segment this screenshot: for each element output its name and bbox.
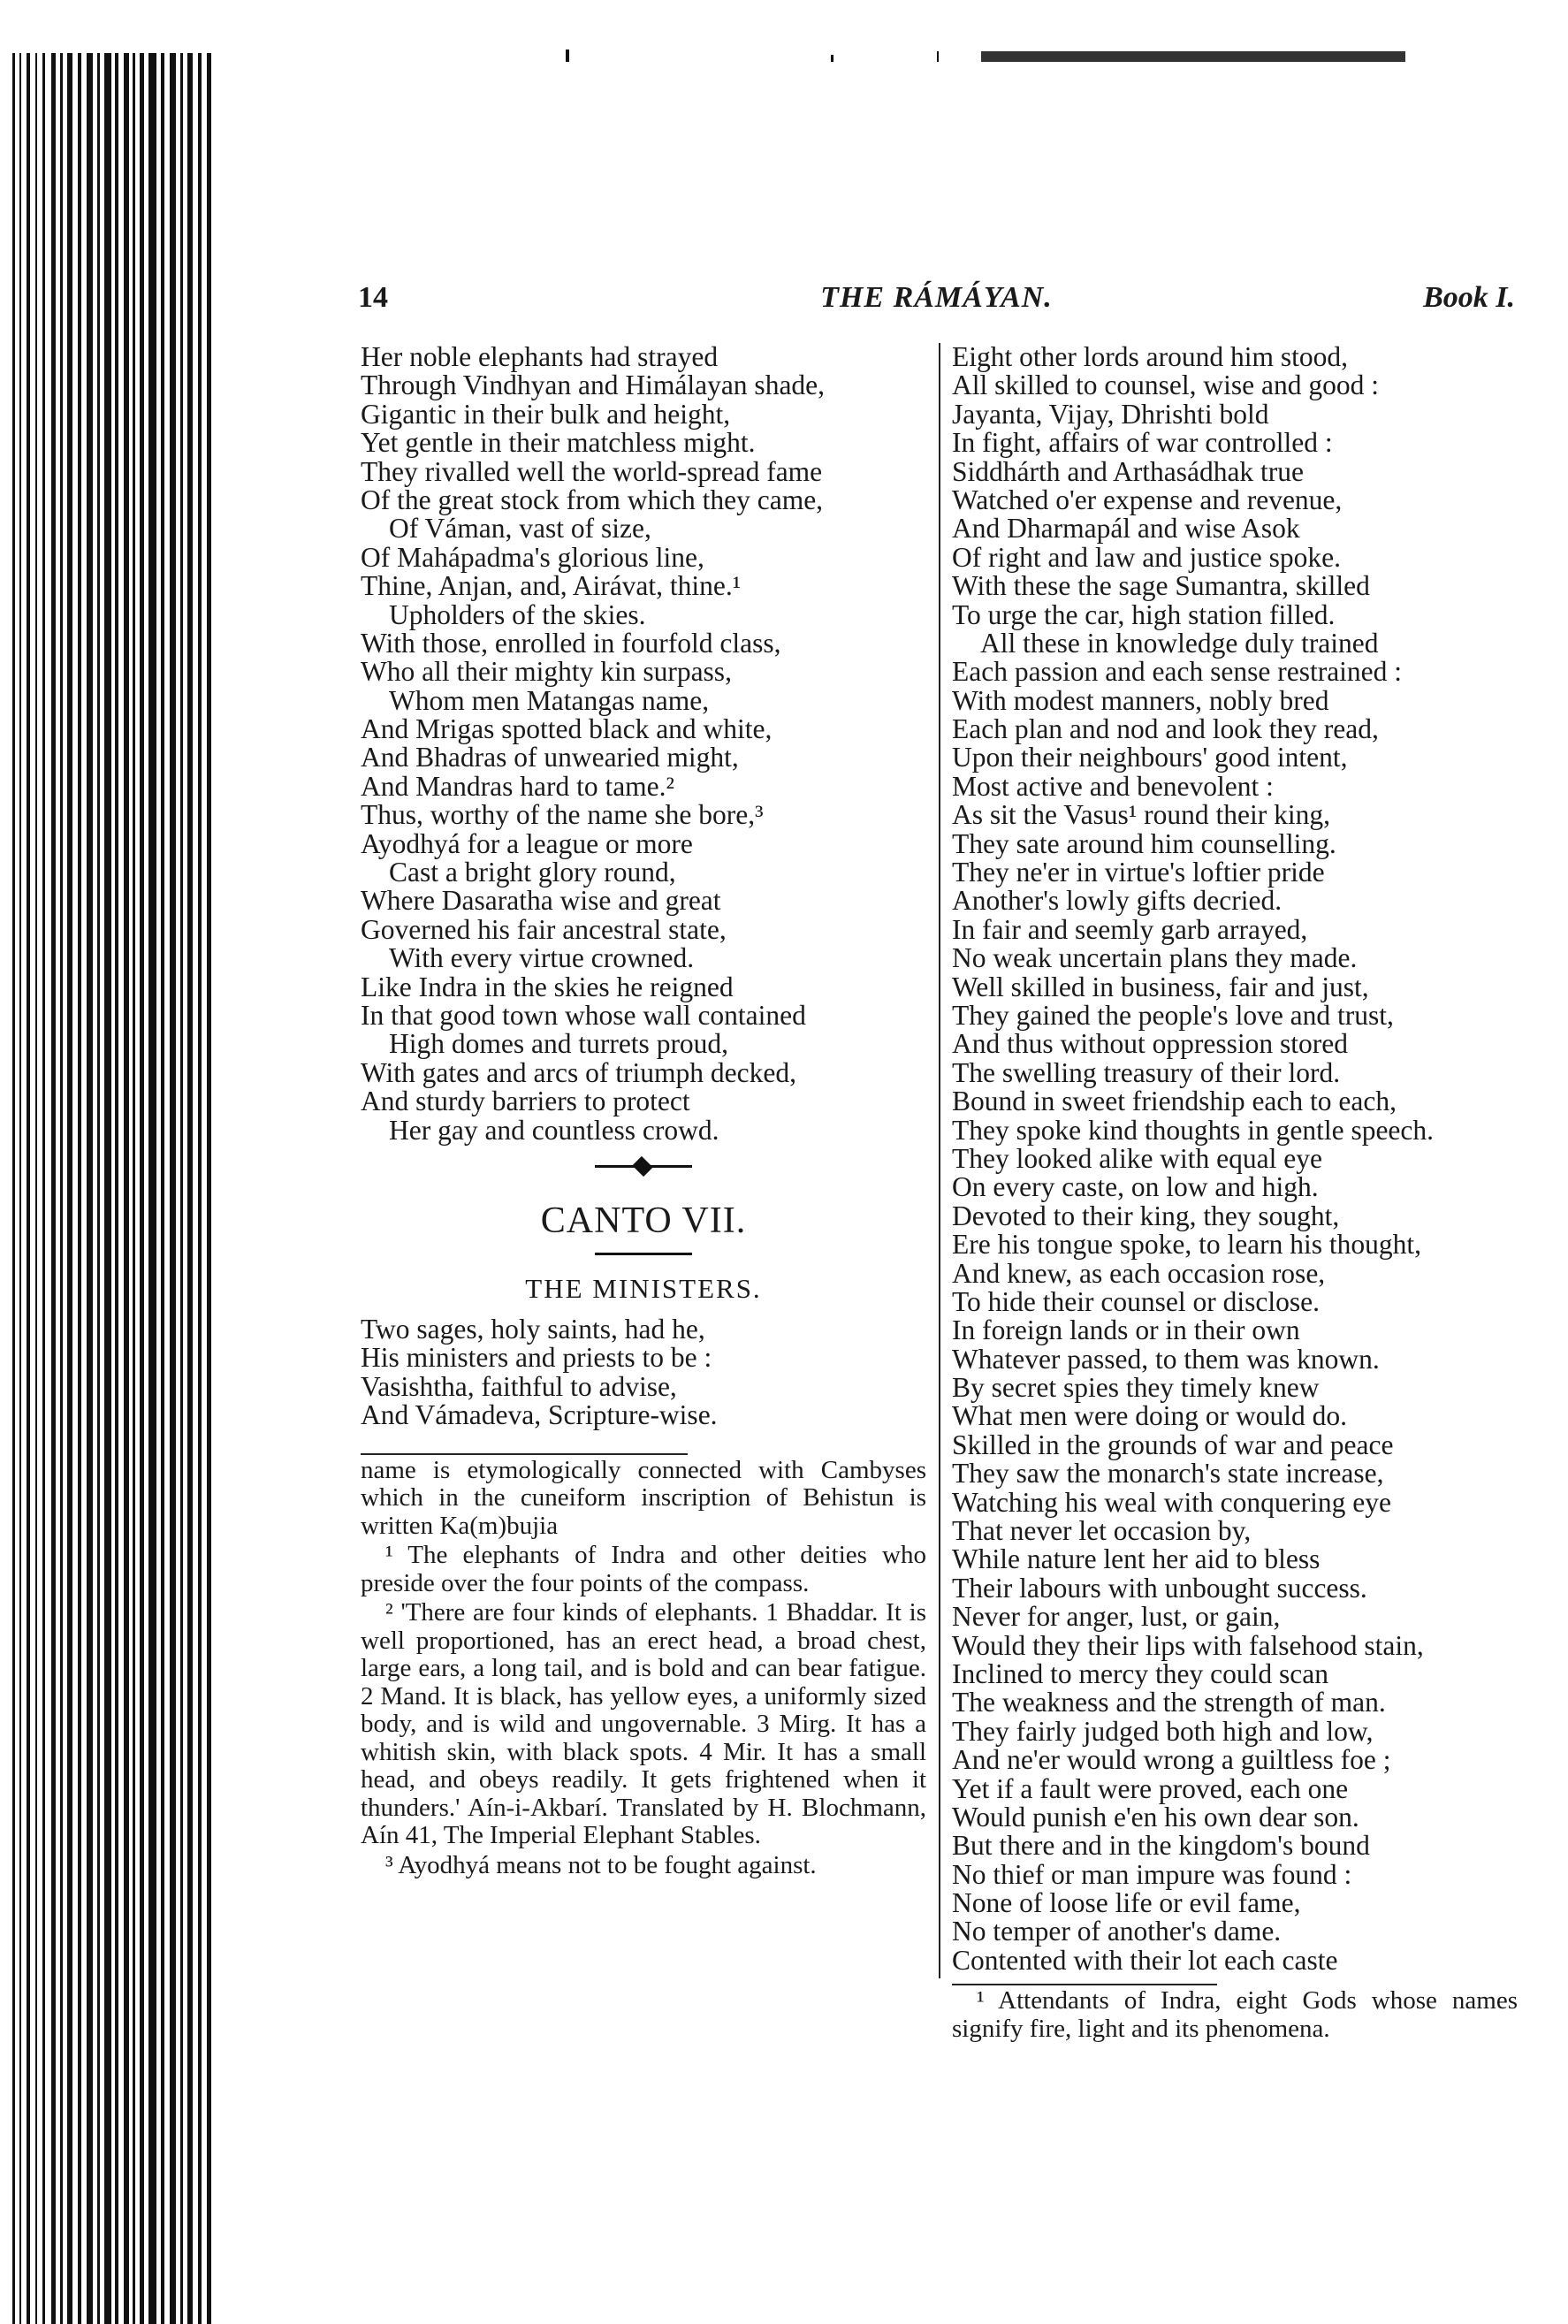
verse-line: Watched o'er expense and revenue, [952, 484, 1343, 515]
verse-line: Whatever passed, to them was known. [952, 1343, 1380, 1375]
verse-line: Of the great stock from which they came, [361, 484, 824, 515]
verse-line: Inclined to mercy they could scan [952, 1657, 1328, 1689]
verse-line: With these the sage Sumantra, skilled [952, 570, 1370, 602]
verse-line: The swelling treasury of their lord. [952, 1056, 1341, 1088]
verse-line: On every caste, on low and high. [952, 1171, 1319, 1203]
verse-line: And Dharmapál and wise Asok [952, 513, 1300, 545]
verse-line: And Mandras hard to tame.² [361, 770, 674, 802]
verse-line: They saw the monarch's state increase, [952, 1458, 1384, 1490]
right-footnotes [952, 1987, 1518, 2043]
verse-line: What men were doing or would do. [952, 1400, 1348, 1432]
running-header [358, 281, 1515, 325]
verse-line: Ayodhyá for a league or more [361, 827, 693, 859]
verse-line: And thus without oppression stored [952, 1028, 1348, 1060]
verse-line: With modest manners, nobly bred [952, 684, 1329, 716]
verse-line: And Bhadras of unwearied might, [361, 742, 739, 773]
verse-line: They gained the people's love and trust, [952, 999, 1394, 1031]
verse-line: With gates and arcs of triumph decked, [361, 1056, 796, 1088]
verse-line: Jayanta, Vijay, Dhrishti bold [952, 398, 1269, 430]
page-number: 14 [358, 281, 388, 314]
verse-line: Yet gentle in their matchless might. [361, 427, 756, 459]
verse-line: They looked alike with equal eye [952, 1142, 1322, 1174]
verse-line: They spoke kind thoughts in gentle speech. [952, 1114, 1435, 1146]
verse-line: Would punish e'en his own dear son. [952, 1801, 1359, 1833]
footnote-rule [361, 1453, 688, 1455]
verse-line: Where Dasaratha wise and great [361, 885, 721, 917]
verse-line: No thief or man impure was found : [952, 1858, 1352, 1890]
running-title: THE RÁMÁYAN. [820, 281, 1053, 314]
verse-line: Through Vindhyan and Himálayan shade, [361, 370, 826, 401]
footnote-rule [952, 1984, 1217, 1985]
footnote-2: ² 'There are four kinds of elephants. 1 Bhaddar. It is well proportioned, has an erect head, a broad chest, large ears, a long tail, and is bold and can bear fatigue. 2 Mand. It is black, has yellow eyes, a uniformly sized body, and is wild and ungovernable. 3 Mirg. It has a whitish skin, with black spots. 4 Mir. It has a small head, and obeys readily. It gets frightened when it thunders.' Aín-i-Akbarí. Translated by H. Blochmann, Aín 41, The Imperial Elephant Stables. [361, 1598, 926, 1849]
right-verse-block [952, 343, 1518, 1975]
verse-line: Would they their lips with falsehood stain, [952, 1629, 1424, 1661]
verse-line: And Mrigas spotted black and white, [361, 713, 773, 745]
verse-line: Whom men Matangas name, [389, 684, 710, 716]
verse-line: They ne'er in virtue's loftier pride [952, 857, 1325, 888]
verse-line: Vasishtha, faithful to advise, [361, 1370, 677, 1402]
verse-line: Most active and benevolent : [952, 770, 1274, 802]
verse-line: No temper of another's dame. [952, 1916, 1282, 1947]
footnote-vasus: ¹ Attendants of Indra, eight Gods whose names signify fire, light and its phenomena. [952, 1986, 1518, 2043]
verse-line: His ministers and priests to be : [361, 1342, 712, 1374]
verse-line: All skilled to counsel, wise and good : [952, 370, 1379, 401]
verse-line: And ne'er would wrong a guiltless foe ; [952, 1744, 1391, 1776]
verse-line: None of loose life or evil fame, [952, 1887, 1301, 1919]
verse-line: Well skilled in business, fair and just, [952, 971, 1369, 1002]
left-footnotes [361, 1457, 926, 1880]
scan-top-noise [566, 35, 1414, 62]
verse-line: And knew, as each occasion rose, [952, 1257, 1326, 1289]
verse-line: Contented with their lot each caste [952, 1944, 1338, 1976]
verse-line: Gigantic in their bulk and height, [361, 398, 731, 430]
verse-line: No weak uncertain plans they made. [952, 942, 1358, 974]
verse-line: They fairly judged both high and low, [952, 1715, 1374, 1747]
verse-line: In fair and seemly garb arrayed, [952, 913, 1308, 945]
canto-heading: CANTO VII. [540, 1200, 747, 1241]
verse-line: Her gay and countless crowd. [389, 1114, 719, 1146]
verse-line: And Vámadeva, Scripture-wise. [361, 1399, 718, 1431]
scan-gutter-artifact [0, 53, 217, 2324]
footnote-3: ³ Ayodhyá means not to be fought against. [385, 1850, 817, 1879]
verse-line: High domes and turrets proud, [389, 1028, 729, 1060]
verse-line: Devoted to their king, they sought, [952, 1200, 1340, 1231]
verse-line: Skilled in the grounds of war and peace [952, 1429, 1394, 1460]
verse-line: As sit the Vasus¹ round their king, [952, 799, 1330, 831]
verse-line: Watching his weal with conquering eye [952, 1486, 1391, 1518]
canto-subheading: THE MINISTERS. [525, 1272, 762, 1304]
verse-line: With every virtue crowned. [389, 942, 695, 974]
verse-line: Eight other lords around him stood, [952, 341, 1348, 372]
verse-line: Of Váman, vast of size, [389, 513, 651, 545]
verse-line: Who all their mighty kin surpass, [361, 656, 732, 688]
book-label: Book I. [1423, 281, 1515, 314]
left-column [361, 343, 926, 1881]
verse-line: Cast a bright glory round, [389, 857, 676, 888]
canto-verse-block [361, 1315, 926, 1430]
verse-line: In that good town whose wall contained [361, 999, 806, 1031]
verse-line: In foreign lands or in their own [952, 1314, 1300, 1346]
verse-line: Another's lowly gifts decried. [952, 885, 1283, 917]
verse-line: With those, enrolled in fourfold class, [361, 627, 781, 659]
verse-line: That never let occasion by, [952, 1515, 1252, 1547]
verse-line: Each passion and each sense restrained : [952, 656, 1403, 688]
footnote-continuation: name is etymologically connected with Cambyses which in the cuneiform inscription of Behistun is written Ka(m)bujia [361, 1455, 926, 1540]
verse-line: Of right and law and justice spoke. [952, 541, 1342, 573]
verse-line: By secret spies they timely knew [952, 1372, 1320, 1404]
verse-line: Upholders of the skies. [389, 598, 646, 630]
verse-line: Siddhárth and Arthasádhak true [952, 455, 1305, 487]
verse-line: Each plan and nod and look they read, [952, 713, 1379, 745]
verse-line: Upon their neighbours' good intent, [952, 742, 1348, 773]
canto-rule [595, 1253, 692, 1255]
verse-line: All these in knowledge duly trained [980, 627, 1379, 659]
verse-line: Thus, worthy of the name she bore,³ [361, 799, 764, 831]
right-column [952, 343, 1518, 2045]
verse-line: Yet if a fault were proved, each one [952, 1772, 1349, 1804]
section-ornament [361, 1145, 926, 1189]
left-verse-block [361, 343, 926, 1145]
verse-line: Ere his tongue spoke, to learn his thought, [952, 1229, 1422, 1261]
verse-line: But there and in the kingdom's bound [952, 1830, 1370, 1862]
verse-line: Her noble elephants had strayed [361, 341, 719, 372]
verse-line: To hide their counsel or disclose. [952, 1285, 1320, 1317]
verse-line: Never for anger, lust, or gain, [952, 1601, 1281, 1633]
column-divider [939, 343, 940, 1978]
verse-line: Thine, Anjan, and, Airávat, thine.¹ [361, 570, 742, 602]
verse-line: Like Indra in the skies he reigned [361, 971, 734, 1002]
verse-line: They rivalled well the world-spread fame [361, 455, 823, 487]
verse-line: The weakness and the strength of man. [952, 1687, 1386, 1718]
verse-line: Two sages, holy saints, had he, [361, 1313, 705, 1345]
verse-line: While nature lent her aid to bless [952, 1543, 1321, 1575]
verse-line: Bound in sweet friendship each to each, [952, 1086, 1397, 1117]
verse-line: And sturdy barriers to protect [361, 1086, 690, 1117]
verse-line: In fight, affairs of war controlled : [952, 427, 1333, 459]
verse-line: Governed his fair ancestral state, [361, 913, 727, 945]
verse-line: They sate around him counselling. [952, 827, 1336, 859]
verse-line: Of Mahápadma's glorious line, [361, 541, 704, 573]
verse-line: Their labours with unbought success. [952, 1572, 1367, 1604]
verse-line: To urge the car, high station filled. [952, 598, 1336, 630]
footnote-1: ¹ The elephants of Indra and other deities who preside over the four points of the compass. [361, 1541, 926, 1597]
